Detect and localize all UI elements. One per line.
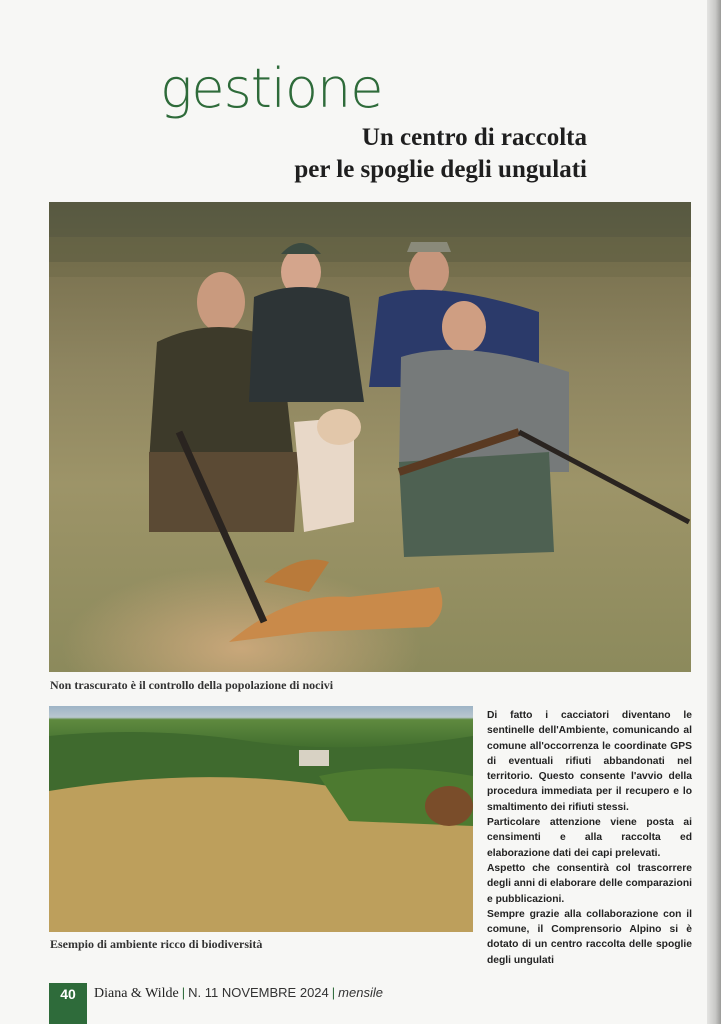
article-title <box>294 122 587 186</box>
body-paragraph: Di fatto i cacciatori diventano le sentinelle dell'Ambiente, comunicando al comune all'occorrenza le coordinate GPS di eventuali rifiuti abbandonati nel territorio. Questo consente l'avvio della procedura immediata per il recupero e lo smaltimento dei rifiuti stessi. <box>487 710 692 813</box>
landscape-photo <box>49 706 473 932</box>
body-paragraph: Sempre grazie alla collaborazione con il comune, il Comprensorio Alpino si è dotato di un centro raccolta delle spoglie degli ungulati <box>487 908 692 966</box>
photo-caption: Non trascurato è il controllo della popolazione di nocivi <box>50 678 334 692</box>
running-footer: Diana & Wilde | N. 11 NOVEMBRE 2024 | mensile <box>94 985 383 1001</box>
magazine-name: Diana & Wilde <box>94 986 179 1001</box>
body-paragraph: Aspetto che consentirà col trascorrere degli anni di elaborare delle comparazioni e pubblicazioni. <box>487 862 692 905</box>
body-paragraph: Particolare attenzione viene posta ai censimenti e alla raccolta ed elaborazione dati dei capi prelevati. <box>487 817 692 859</box>
issue-info: N. 11 NOVEMBRE 2024 <box>188 985 329 1000</box>
photo-caption: Esempio di ambiente ricco di biodiversità <box>50 937 263 951</box>
page-number: 40 <box>49 983 87 1024</box>
article-title-line-1: Un centro di raccolta <box>361 124 587 151</box>
page-edge <box>707 0 721 1024</box>
article-body <box>487 708 692 968</box>
hunters-photo <box>49 202 691 672</box>
article-title-line-2: per le spoglie degli ungulati <box>294 156 587 183</box>
section-heading: gestione <box>160 57 383 120</box>
frequency: mensile <box>338 985 383 1000</box>
